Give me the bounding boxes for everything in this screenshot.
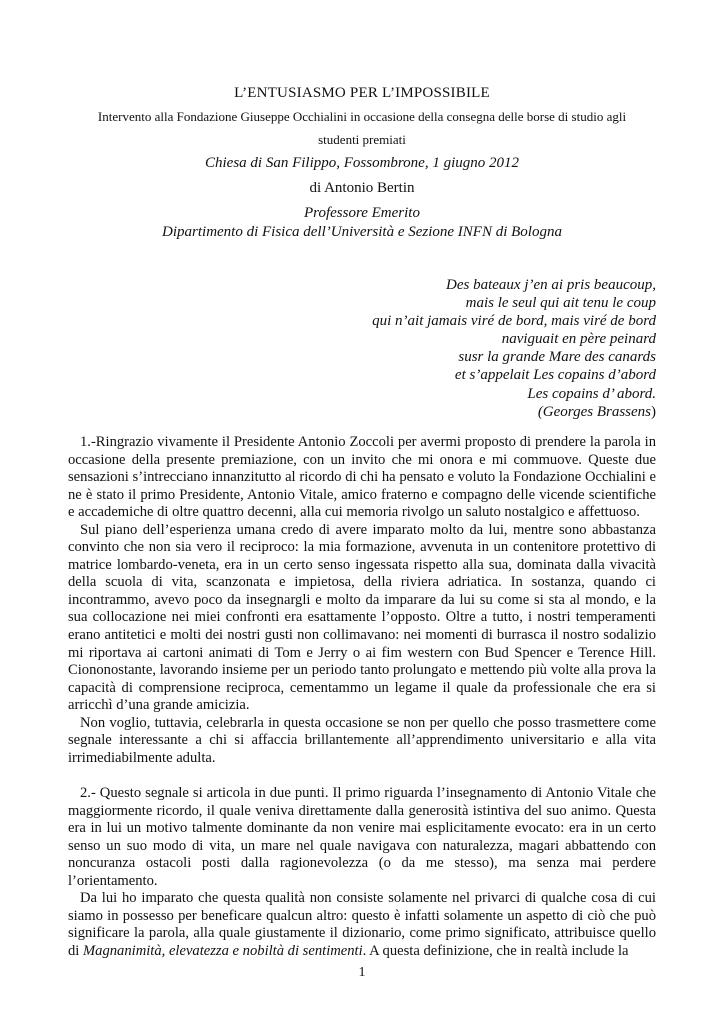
paragraph: 1.-Ringrazio vivamente il Presidente Antonio Zoccoli per avermi proposto di prendere la parola in occasione della presente premiazione, con un invito che mi onora e mi commuove. Queste due sensazioni s’intrecciano innanzitutto al ricordo di chi ha pensato e voluto la Fondazione Occhialini e ne è stato il primo Presidente, Antonio Vitale, amico fraterno e compagno delle vicende scientifiche e accademiche di oltre quattro decenni, alla cui memoria rivolgo un saluto nostalgico e affettuoso. — [68, 434, 656, 521]
paragraph — [68, 890, 656, 960]
paragraph: Sul piano dell’esperienza umana credo di avere imparato molto da lui, mentre sono abbastanza convinto che non sia vero il reciproco: la mia formazione, avvenuta in un contenitore protettivo di matrice lombardo-veneta, era in un certo senso ingessata rispetto alla sua, dominata dalla vivacità della scuola di vita, scanzonata e impietosa, della riviera adriatica. In sostanza, quando ci incontrammo, avevo poco da insegnargli e molto da imparare da lui su come si sta al mondo, e la sua collocazione nei miei confronti era esattamente l’opposto. Oltre a tutto, i nostri temperamenti erano antitetici e molti dei nostri gusti non collimavano: nei momenti di burrasca il nostro sodalizio mi riportava ai cartoni animati di Tom e Jerry o ai fim western con Bud Spencer e Terence Hill. Ciononostante, lavorando insieme per un periodo tanto prolungato e mettendo più volte alla prova la capacità di comprensione reciproca, cementammo un legame il quale da professionale che era si arricchì d’una grande amicizia. — [68, 521, 656, 714]
section-2 — [68, 785, 656, 960]
epigraph-line: susr la grande Mare des canards — [458, 349, 656, 366]
document-title: L’ENTUSIASMO PER L’IMPOSSIBILE — [234, 85, 490, 101]
epigraph-line: naviguait en père peinard — [501, 331, 656, 348]
place-date: Chiesa di San Filippo, Fossombrone, 1 giugno 2012 — [204, 155, 520, 171]
epigraph — [372, 276, 656, 421]
epigraph-line: Les copains d’ abord. — [527, 385, 656, 402]
document-subtitle-line2: studenti premiati — [318, 132, 406, 147]
author-department: Dipartimento di Fisica dell’Università e Sezione INFN di Bologna — [162, 224, 562, 240]
document-subtitle-line1: Intervento alla Fondazione Giuseppe Occhialini in occasione della consegna delle borse di studio agli — [97, 109, 627, 124]
section-1 — [68, 434, 656, 767]
epigraph-line: mais le seul qui ait tenu le coup — [465, 295, 656, 312]
paragraph-text: . A questa definizione, che in realtà include la — [362, 942, 629, 959]
paragraph: 2.- Questo segnale si articola in due punti. Il primo riguarda l’insegnamento di Antonio Vitale che maggiormente ricordo, il quale veniva direttamente dalla generosità istintiva del suo animo. Questa era in lui un motivo talmente dominante da non venire mai esplicitamente evocato: era in un certo senso un suo modo di vita, un mare nel quale navigava con naturalezza, magari abbattendo con noncuranza ostacoli posti dalla ragionevolezza (o da me stesso), ma senza mai perdere l’orientamento. — [68, 785, 656, 889]
epigraph-line: Des bateaux j’en ai pris beaucoup, — [446, 277, 656, 293]
author-name: di Antonio Bertin — [309, 180, 415, 196]
epigraph-attribution — [372, 403, 656, 421]
paragraph-text: Da lui ho imparato che questa qualità non consiste solamente nel privarci di qualche cosa di cui siamo in possesso per beneficare qualcun altro: questo è infatti solamente un aspetto di ciò che può significare la parola, alla quale giustamente il dizionario, come primo significato, attribuisce quello di — [68, 890, 656, 959]
epigraph-line: et s’appelait Les copains d’abord — [454, 367, 656, 384]
attribution-text: (Georges Brassens — [537, 403, 651, 420]
page-number: 1 — [358, 965, 366, 980]
author-role: Professore Emerito — [304, 205, 420, 221]
paragraph: Non voglio, tuttavia, celebrarla in questa occasione se non per quello che posso trasmettere come segnale interessante a chi si affaccia brillantemente all’apprendimento universitario e alla vita irrimediabilmente adulta. — [68, 714, 656, 766]
attribution-close: ) — [651, 403, 656, 420]
epigraph-line: qui n’ait jamais viré de bord, mais viré de bord — [372, 313, 656, 330]
emphasis-text: Magnanimità, elevatezza e nobiltà di sentimenti — [83, 942, 363, 959]
